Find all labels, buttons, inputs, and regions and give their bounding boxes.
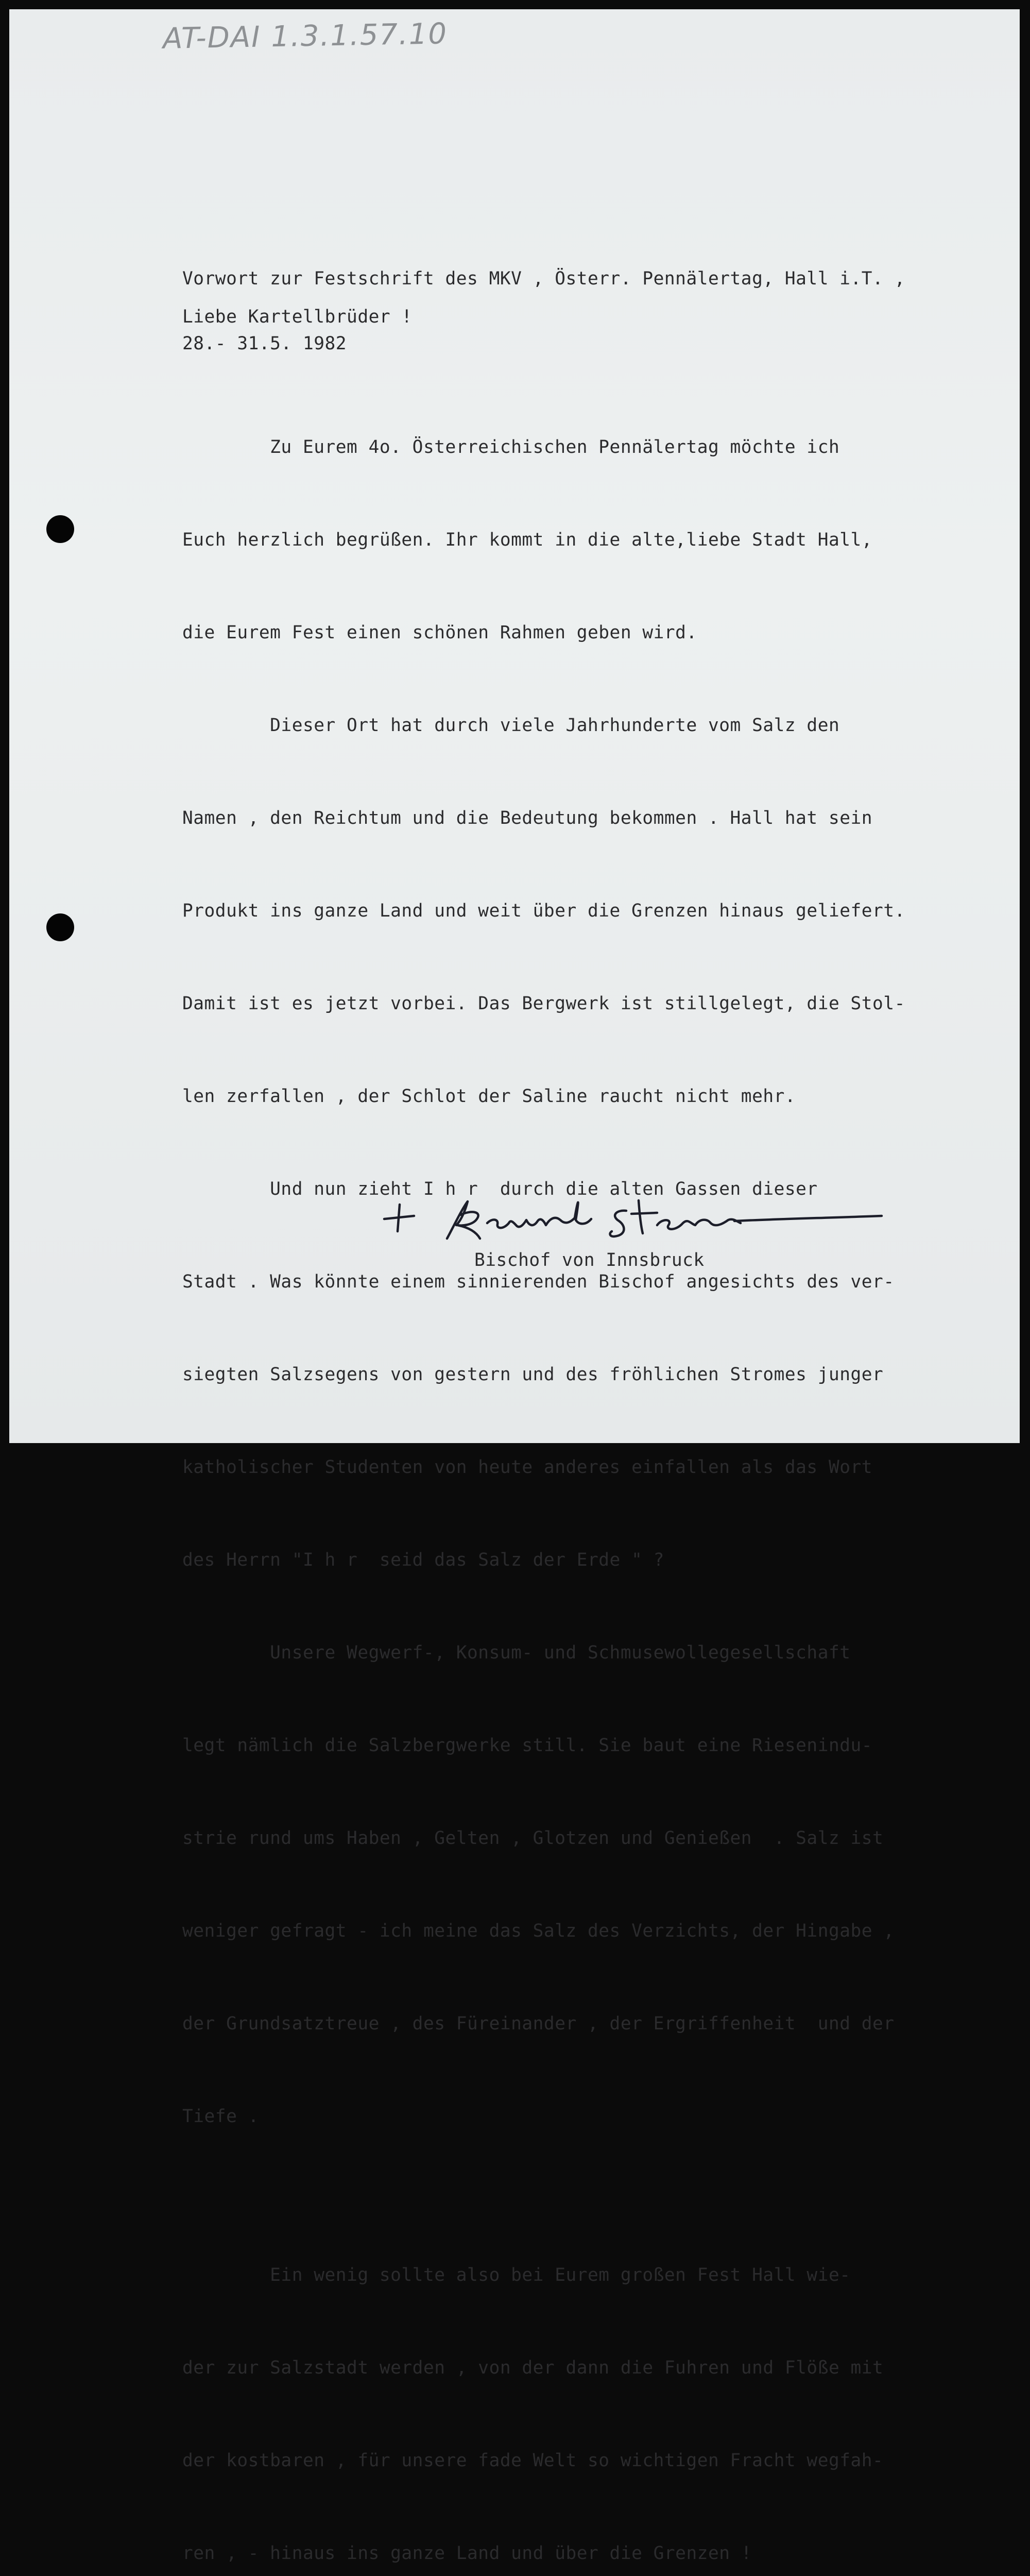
body-line: strie rund ums Haben , Gelten , Glotzen und Genießen . Salz ist	[182, 1828, 884, 1849]
signatory-title: Bischof von Innsbruck	[474, 1250, 705, 1270]
paragraph-gap	[182, 2194, 905, 2198]
body-line: legt nämlich die Salzbergwerke still. Sie baut eine Riesenindu-	[182, 1735, 873, 1756]
document-page	[9, 9, 1020, 2564]
body-line: Stadt . Was könnte einem sinnierenden Bischof angesichts des ver-	[182, 1272, 895, 1292]
body-line: Euch herzlich begrüßen. Ihr kommt in die alte,liebe Stadt Hall,	[182, 530, 873, 550]
body-line: des Herrn "I h r seid das Salz der Erde " ?	[182, 1550, 664, 1570]
body-line: der zur Salzstadt werden , von der dann die Fuhren und Flöße mit	[182, 2358, 884, 2378]
punch-hole-bottom	[46, 913, 74, 941]
body-line: der kostbaren , für unsere fade Welt so wichtigen Fracht wegfah-	[182, 2450, 884, 2471]
archive-reference-note: AT-DAI 1.3.1.57.10	[162, 17, 448, 56]
body-line: Unsere Wegwerf-, Konsum- und Schmusewollegesellschaft	[182, 1642, 851, 1663]
body-line: der Grundsatztreue , des Füreinander , der Ergriffenheit und der	[182, 2013, 895, 2034]
body-line: Produkt ins ganze Land und weit über die Grenzen hinaus geliefert.	[182, 901, 905, 921]
punch-hole-top	[46, 515, 74, 543]
body-line: ren , - hinaus ins ganze Land und über die Grenzen !	[182, 2543, 752, 2564]
heading-line-1: Vorwort zur Festschrift des MKV , Österr. Pennälertag, Hall i.T. ,	[182, 268, 905, 289]
salutation: Liebe Kartellbrüder !	[182, 307, 413, 327]
body-line: Dieser Ort hat durch viele Jahrhunderte vom Salz den	[182, 715, 840, 736]
body-line: Ein wenig sollte also bei Eurem großen Fest Hall wie-	[182, 2265, 851, 2285]
body-line: Namen , den Reichtum und die Bedeutung bekommen . Hall hat sein	[182, 808, 873, 828]
handwritten-signature	[384, 1189, 889, 1246]
body-line: Und nun zieht I h r durch die alten Gassen dieser	[182, 1179, 818, 1199]
body-line: siegten Salzsegens von gestern und des fröhlichen Stromes junger	[182, 1364, 884, 1385]
body-line: katholischer Studenten von heute anderes einfallen als das Wort	[182, 1457, 873, 1478]
heading-line-2: 28.- 31.5. 1982	[182, 333, 347, 354]
body-line: weniger gefragt - ich meine das Salz des Verzichts, der Hingabe ,	[182, 1921, 895, 1941]
body-line: die Eurem Fest einen schönen Rahmen geben wird.	[182, 622, 697, 643]
body-line: Tiefe .	[182, 2106, 259, 2127]
letter-body	[182, 370, 905, 2576]
body-line: Zu Eurem 4o. Österreichischen Pennälertag möchte ich	[182, 437, 840, 457]
body-line: len zerfallen , der Schlot der Saline raucht nicht mehr.	[182, 1086, 796, 1107]
body-line: Damit ist es jetzt vorbei. Das Bergwerk ist stillgelegt, die Stol-	[182, 993, 905, 1014]
